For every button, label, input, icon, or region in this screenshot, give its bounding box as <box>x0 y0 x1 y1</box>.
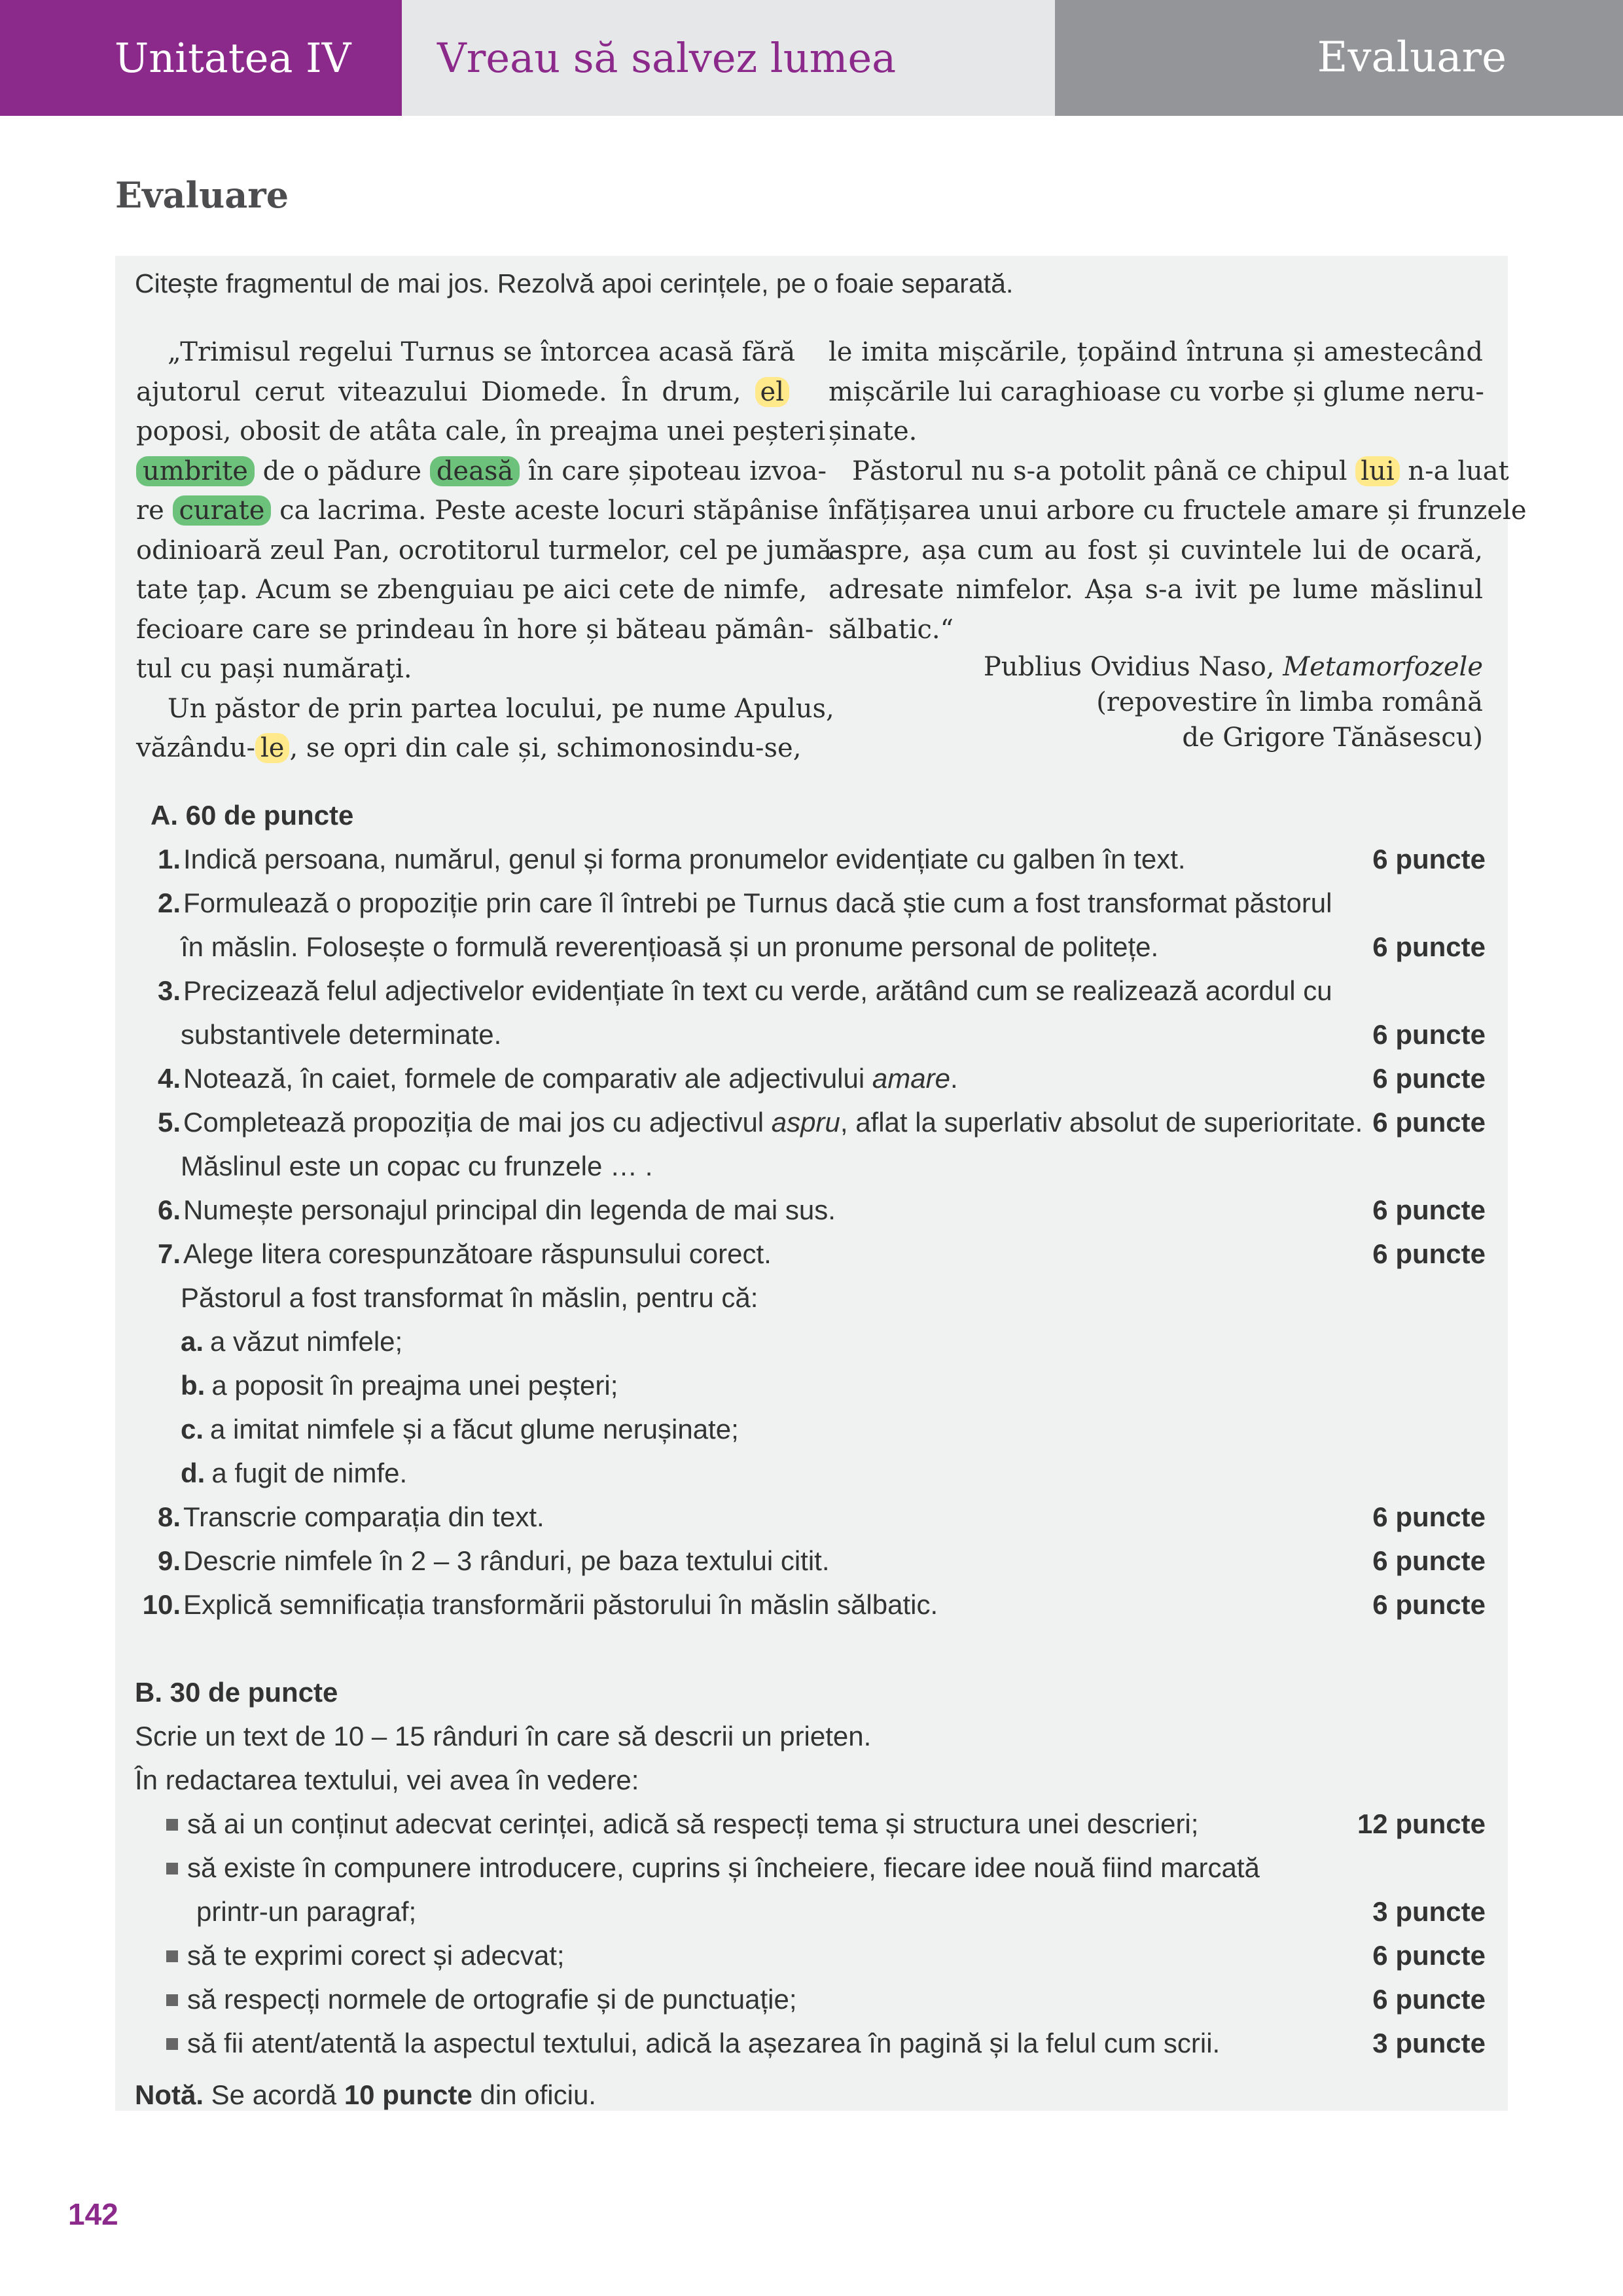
question-6: 6.Numește personajul principal din legenda de mai sus. 6 puncte <box>135 1188 1486 1232</box>
instructions: Citește fragmentul de mai jos. Rezolvă apoi cerințele, pe o foaie separată. <box>135 268 1014 298</box>
points: 6 puncte <box>1372 1984 1486 2015</box>
question-7: 7.Alege litera corespunzătoare răspunsului corect. 6 puncte <box>135 1232 1486 1276</box>
question-4: 4.Notează, în caiet, formele de comparativ ale adjectivului amare. 6 puncte <box>135 1056 1486 1100</box>
question-5-cont: Măslinul este un copac cu frunzele … . <box>181 1151 653 1181</box>
text-column-right <box>829 332 1527 755</box>
text-line: Păstorul nu s-a potolit până ce chipul lui n-a luat <box>852 456 1509 486</box>
questions <box>135 793 1486 2117</box>
highlight-yellow: el <box>755 377 789 407</box>
text-line: văzându- le , se opri din cale și, schimonosindu-se, <box>136 733 802 763</box>
bullet-square-icon <box>166 1819 178 1831</box>
question-3-cont: substantivele determinate. 6 puncte <box>135 1013 1486 1056</box>
criterion-4: să respecți normele de ortografie și de punctuație; 6 puncte <box>135 1977 1486 2021</box>
option-a: a. a văzut nimfele; <box>181 1326 403 1357</box>
points: 6 puncte <box>1372 1063 1486 1094</box>
text-column-left <box>136 332 841 768</box>
question-7-cont: Păstorul a fost transformat în măslin, pentru că: <box>181 1282 758 1313</box>
criterion-2-cont: printr-un paragraf; 3 puncte <box>135 1890 1486 1933</box>
bullet-square-icon <box>166 1863 178 1874</box>
text-line: Un păstor de prin partea locului, pe nume Apulus, <box>168 693 834 724</box>
points: 6 puncte <box>1372 1019 1486 1050</box>
section-a-title: A. 60 de puncte <box>151 800 354 831</box>
text-line: mișcările lui caraghioase cu vorbe și glume neru- <box>829 376 1484 407</box>
text-line: înfățișarea unui arbore cu fructele amare și frunzele <box>829 495 1527 526</box>
text-line: tul cu pași număraţi. <box>136 654 412 684</box>
points: 3 puncte <box>1372 2028 1486 2058</box>
text-line: le imita mișcările, țopăind întruna și amestecând <box>829 337 1483 367</box>
highlight-yellow: lui <box>1355 456 1399 486</box>
note: Notă. Se acordă 10 puncte din oficiu. <box>135 2079 596 2110</box>
points: 6 puncte <box>1372 1589 1486 1620</box>
option-c: c. a imitat nimfele și a făcut glume nerușinate; <box>181 1414 739 1444</box>
points: 6 puncte <box>1372 931 1486 962</box>
points: 6 puncte <box>1372 1940 1486 1971</box>
unit-label: Unitatea IV <box>0 0 402 116</box>
criterion-2: să existe în compunere introducere, cuprins și încheiere, fiecare idee nouă fiind marcată <box>135 1846 1486 1890</box>
points: 6 puncte <box>1372 1501 1486 1532</box>
question-5: 5.Completează propoziția de mai jos cu adjectivul aspru, aflat la superlativ absolut de superioritate. 6 puncte <box>135 1100 1486 1144</box>
points: 6 puncte <box>1372 844 1486 874</box>
points: 6 puncte <box>1372 1238 1486 1269</box>
criterion-5: să fii atent/atentă la aspectul textului, adică la așezarea în pagină și la felul cum scrii. 3 puncte <box>135 2021 1486 2065</box>
points: 6 puncte <box>1372 1545 1486 1576</box>
section-b-title: B. 30 de puncte <box>135 1677 338 1708</box>
spacer <box>135 1626 1486 1670</box>
question-10: 10.Explică semnificația transformării păstorului în măslin sălbatic. 6 puncte <box>135 1583 1486 1626</box>
bullet-square-icon <box>166 2038 178 2050</box>
highlight-green: deasă <box>430 456 520 486</box>
option-b: b. a poposit în preajma unei peșteri; <box>181 1370 618 1401</box>
points: 3 puncte <box>1372 1896 1486 1927</box>
points: 12 puncte <box>1357 1808 1486 1839</box>
section-label: Evaluare <box>1055 0 1623 116</box>
unit-title: Vreau să salvez lumea <box>402 0 1055 116</box>
page-title: Evaluare <box>115 174 289 216</box>
text-line: ajutorul cerut viteazului Diomede. În drum, el <box>136 372 789 412</box>
source-citation: Publius Ovidius Naso, Metamorfozele (repovestire în limba română de Grigore Tănăsescu) <box>983 652 1483 753</box>
question-2-cont: în măslin. Folosește o formulă reverențioasă și un pronume personal de politețe. 6 puncte <box>135 925 1486 969</box>
text-line: poposi, obosit de atâta cale, în preajma unei peșteri <box>136 416 826 446</box>
highlight-green: umbrite <box>136 456 255 486</box>
section-b-lead: În redactarea textului, vei avea în vedere: <box>135 1765 639 1795</box>
option-d: d. a fugit de nimfe. <box>181 1458 408 1488</box>
criterion-1: să ai un conținut adecvat cerinței, adică să respecți tema și structura unei descrieri; 12 puncte <box>135 1802 1486 1846</box>
bullet-square-icon <box>166 1994 178 2006</box>
text-line: adresate nimfelor. Așa s-a ivit pe lume măslinul <box>829 575 1483 605</box>
text-line: tate țap. Acum se zbenguiau pe aici cete de nimfe, <box>136 575 808 605</box>
page-number: 142 <box>68 2197 118 2231</box>
text-line: odinioară zeul Pan, ocrotitorul turmelor, cel pe jumă- <box>136 535 841 565</box>
highlight-yellow: le <box>255 733 289 763</box>
highlight-green: curate <box>173 495 272 526</box>
text-line: aspre, așa cum au fost și cuvintele lui de ocară, <box>829 535 1483 565</box>
question-3: 3.Precizează felul adjectivelor evidențiate în text cu verde, arătând cum se realizează acordul cu <box>157 975 1332 1006</box>
text-line: re curate ca lacrima. Peste aceste locuri stăpânise <box>136 495 819 526</box>
page-header <box>0 0 1623 116</box>
points: 6 puncte <box>1372 1194 1486 1225</box>
question-8: 8.Transcrie comparația din text. 6 puncte <box>135 1495 1486 1539</box>
points: 6 puncte <box>1372 1107 1486 1138</box>
text-line: umbrite de o pădure deasă în care șipoteau izvoa- <box>136 452 789 492</box>
text-line: sălbatic.“ <box>829 614 954 645</box>
text-line: „Trimisul regelui Turnus se întorcea acasă fără <box>168 337 796 367</box>
text-line: șinate. <box>829 416 918 446</box>
bullet-square-icon <box>166 1950 178 1962</box>
question-2: 2.Formulează o propoziție prin care îl întrebi pe Turnus dacă știe cum a fost transformat păstorul <box>157 888 1332 918</box>
section-b-task: Scrie un text de 10 – 15 rânduri în care să descrii un prieten. <box>135 1721 872 1751</box>
question-1: 1.Indică persoana, numărul, genul și forma pronumelor evidențiate cu galben în text. 6 puncte <box>135 837 1486 881</box>
criterion-3: să te exprimi corect și adecvat; 6 puncte <box>135 1933 1486 1977</box>
question-9: 9.Descrie nimfele în 2 – 3 rânduri, pe baza textului citit. 6 puncte <box>135 1539 1486 1583</box>
text-line: fecioare care se prindeau în hore și băteau pămân- <box>136 614 814 645</box>
